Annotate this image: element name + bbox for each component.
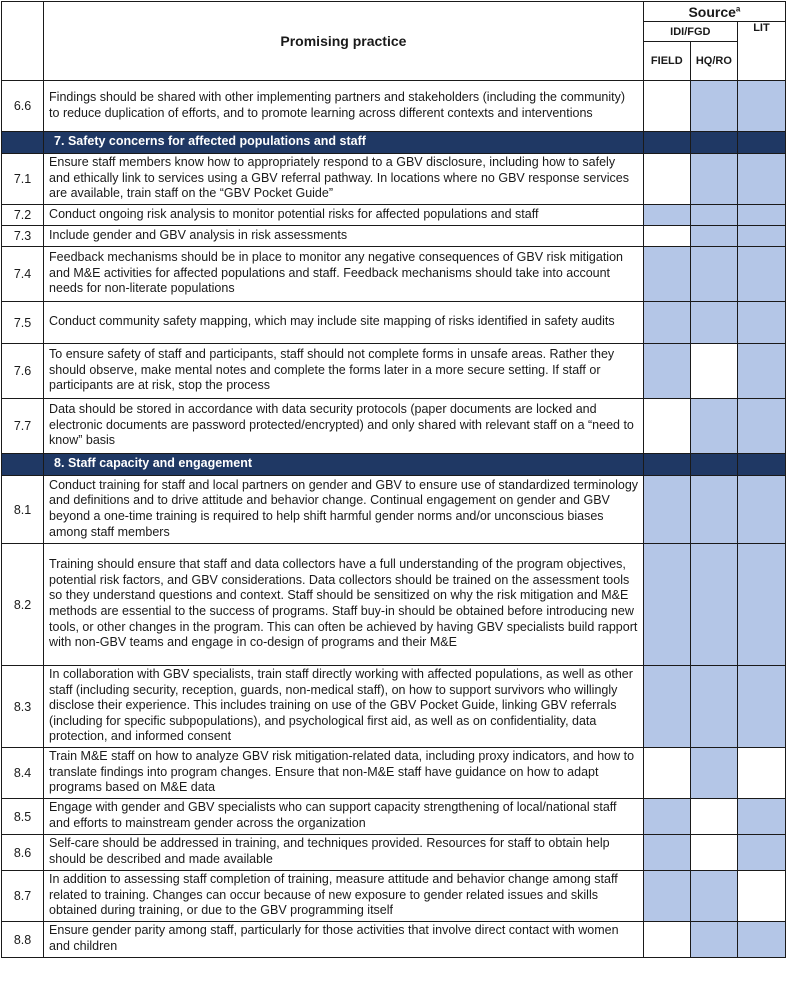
row-text: Findings should be shared with other implementing partners and stakeholders (including the community) to reduce duplication of efforts, and to promote learning across different contexts and interventions — [44, 81, 644, 132]
field-cell — [643, 205, 690, 226]
hq-ro-cell — [690, 835, 737, 871]
row-text: Engage with gender and GBV specialists who can support capacity strengthening of local/national staff and efforts to mainstream gender across the organization — [44, 799, 644, 835]
field-cell — [643, 799, 690, 835]
row-number: 7.6 — [2, 344, 44, 399]
row-text: Ensure gender parity among staff, particularly for those activities that involve direct contact with women and children — [44, 922, 644, 958]
section-header-row — [2, 132, 786, 154]
row-number: 7.2 — [2, 205, 44, 226]
hq-ro-cell — [690, 871, 737, 922]
row-text: Training should ensure that staff and data collectors have a full understanding of the program objectives, potential risk factors, and GBV considerations. Data collectors should be trained on the assessment tools so they understand questions and context. Staff should be sensitized on why the risk mitigation and M&E methods are essential to the success of programs. Staff buy-in should be obtained before introducing new tools, or other changes in the program. This can often be achieved by having GBV specialists build rapport with non-GBV teams and engage in co-design of programs and their M&E — [44, 544, 644, 666]
field-header: FIELD — [643, 42, 690, 81]
lit-cell — [737, 344, 785, 399]
row-number: 7.3 — [2, 226, 44, 247]
section-cell — [737, 132, 785, 154]
section-title: 7. Safety concerns for affected populations and staff — [44, 132, 644, 154]
row-number: 8.3 — [2, 666, 44, 748]
row-number: 8.2 — [2, 544, 44, 666]
section-cell — [737, 454, 785, 476]
row-number: 6.6 — [2, 81, 44, 132]
row-text: Ensure staff members know how to appropriately respond to a GBV disclosure, including how to safely and ethically link to services using a GBV referral pathway. In locations where no GBV response services are available, train staff on the “GBV Pocket Guide” — [44, 154, 644, 205]
row-number: 8.8 — [2, 922, 44, 958]
hq-ro-cell — [690, 247, 737, 302]
lit-cell — [737, 748, 785, 799]
lit-cell — [737, 81, 785, 132]
table-row — [2, 666, 786, 748]
row-number: 7.7 — [2, 399, 44, 454]
table-row — [2, 922, 786, 958]
source-header — [643, 2, 785, 22]
source-label: Source — [688, 3, 736, 20]
lit-cell — [737, 922, 785, 958]
field-cell — [643, 399, 690, 454]
lit-cell — [737, 871, 785, 922]
row-number: 7.1 — [2, 154, 44, 205]
row-text: In collaboration with GBV specialists, train staff directly working with affected populations, as well as other staff (including security, reception, guards, non-medical staff), on how to support survivors who willingly disclose their experience. This includes training on use of the GBV Pocket Guide, linking GBV referrals (including for specific subpopulations), and psychological first aid, as well as on confidentiality, data protection, and informed consent — [44, 666, 644, 748]
table-row — [2, 399, 786, 454]
row-text: Feedback mechanisms should be in place to monitor any negative consequences of GBV risk mitigation and M&E activities for affected populations and staff. Feedback mechanisms should take into account needs for non-literate populations — [44, 247, 644, 302]
section-title: 8. Staff capacity and engagement — [44, 454, 644, 476]
table-row — [2, 247, 786, 302]
hq-ro-cell — [690, 399, 737, 454]
lit-cell — [737, 205, 785, 226]
field-cell — [643, 81, 690, 132]
table-row — [2, 226, 786, 247]
hq-ro-cell — [690, 344, 737, 399]
row-text: Conduct community safety mapping, which may include site mapping of risks identified in safety audits — [44, 302, 644, 344]
section-cell — [690, 454, 737, 476]
table-row — [2, 344, 786, 399]
field-cell — [643, 544, 690, 666]
row-text: Include gender and GBV analysis in risk assessments — [44, 226, 644, 247]
field-cell — [643, 666, 690, 748]
field-cell — [643, 344, 690, 399]
hq-ro-cell — [690, 544, 737, 666]
idi-fgd-header: IDI/FGD — [643, 22, 737, 42]
table-row — [2, 544, 786, 666]
lit-cell — [737, 476, 785, 544]
row-number: 8.6 — [2, 835, 44, 871]
section-cell — [643, 132, 690, 154]
table-row — [2, 302, 786, 344]
section-header-row — [2, 454, 786, 476]
field-cell — [643, 226, 690, 247]
field-cell — [643, 302, 690, 344]
num-header-cell — [2, 2, 44, 81]
row-text: Data should be stored in accordance with data security protocols (paper documents are locked and electronic documents are password protected/encrypted) and only shared with relevant staff on a “need to know” basis — [44, 399, 644, 454]
table-row — [2, 205, 786, 226]
row-text: Conduct ongoing risk analysis to monitor potential risks for affected populations and staff — [44, 205, 644, 226]
field-cell — [643, 922, 690, 958]
hq-ro-cell — [690, 476, 737, 544]
table-row — [2, 154, 786, 205]
section-num-cell — [2, 454, 44, 476]
row-number: 8.5 — [2, 799, 44, 835]
lit-cell — [737, 302, 785, 344]
lit-cell — [737, 399, 785, 454]
row-text: Self-care should be addressed in training, and techniques provided. Resources for staff to obtain help should be described and made available — [44, 835, 644, 871]
field-cell — [643, 748, 690, 799]
field-cell — [643, 476, 690, 544]
field-cell — [643, 247, 690, 302]
row-text: To ensure safety of staff and participants, staff should not complete forms in unsafe areas. Rather they should observe, make mental notes and complete the forms later in a more secure setting. If staff or participants are at risk, stop the process — [44, 344, 644, 399]
section-cell — [643, 454, 690, 476]
lit-cell — [737, 799, 785, 835]
row-text: Train M&E staff on how to analyze GBV risk mitigation-related data, including proxy indicators, and how to translate findings into program changes. Ensure that non-M&E staff have guidance on how to adapt programs based on M&E data — [44, 748, 644, 799]
source-footnote-mark: a — [735, 3, 741, 13]
hq-ro-cell — [690, 748, 737, 799]
field-cell — [643, 154, 690, 205]
hq-ro-cell — [690, 154, 737, 205]
hq-ro-cell — [690, 302, 737, 344]
table-row — [2, 81, 786, 132]
table-row — [2, 799, 786, 835]
field-cell — [643, 871, 690, 922]
table-row — [2, 835, 786, 871]
lit-header: LIT — [737, 22, 785, 81]
lit-cell — [737, 226, 785, 247]
section-num-cell — [2, 132, 44, 154]
row-number: 7.5 — [2, 302, 44, 344]
hq-ro-cell — [690, 205, 737, 226]
section-cell — [690, 132, 737, 154]
row-number: 8.1 — [2, 476, 44, 544]
row-number: 8.4 — [2, 748, 44, 799]
hq-ro-cell — [690, 666, 737, 748]
lit-cell — [737, 544, 785, 666]
practice-header: Promising practice — [44, 2, 644, 81]
lit-cell — [737, 247, 785, 302]
row-text: Conduct training for staff and local partners on gender and GBV to ensure use of standardized terminology and definitions and to drive attitude and behavior change. Continual engagement on gender and GBV beyond a one-time training is required to help shift harmful gender norms and/or unconscious biases among staff members — [44, 476, 644, 544]
lit-cell — [737, 835, 785, 871]
hq-ro-cell — [690, 799, 737, 835]
practices-table — [1, 1, 786, 958]
hq-ro-cell — [690, 81, 737, 132]
hq-ro-cell — [690, 922, 737, 958]
hq-ro-header: HQ/RO — [690, 42, 737, 81]
row-number: 7.4 — [2, 247, 44, 302]
table-row — [2, 748, 786, 799]
lit-cell — [737, 154, 785, 205]
table-row — [2, 871, 786, 922]
row-text: In addition to assessing staff completion of training, measure attitude and behavior change among staff related to training. Changes can occur because of new exposure to gender related issues and skills obtained during training, or due to the GBV programming itself — [44, 871, 644, 922]
table-row — [2, 476, 786, 544]
row-number: 8.7 — [2, 871, 44, 922]
hq-ro-cell — [690, 226, 737, 247]
field-cell — [643, 835, 690, 871]
lit-cell — [737, 666, 785, 748]
